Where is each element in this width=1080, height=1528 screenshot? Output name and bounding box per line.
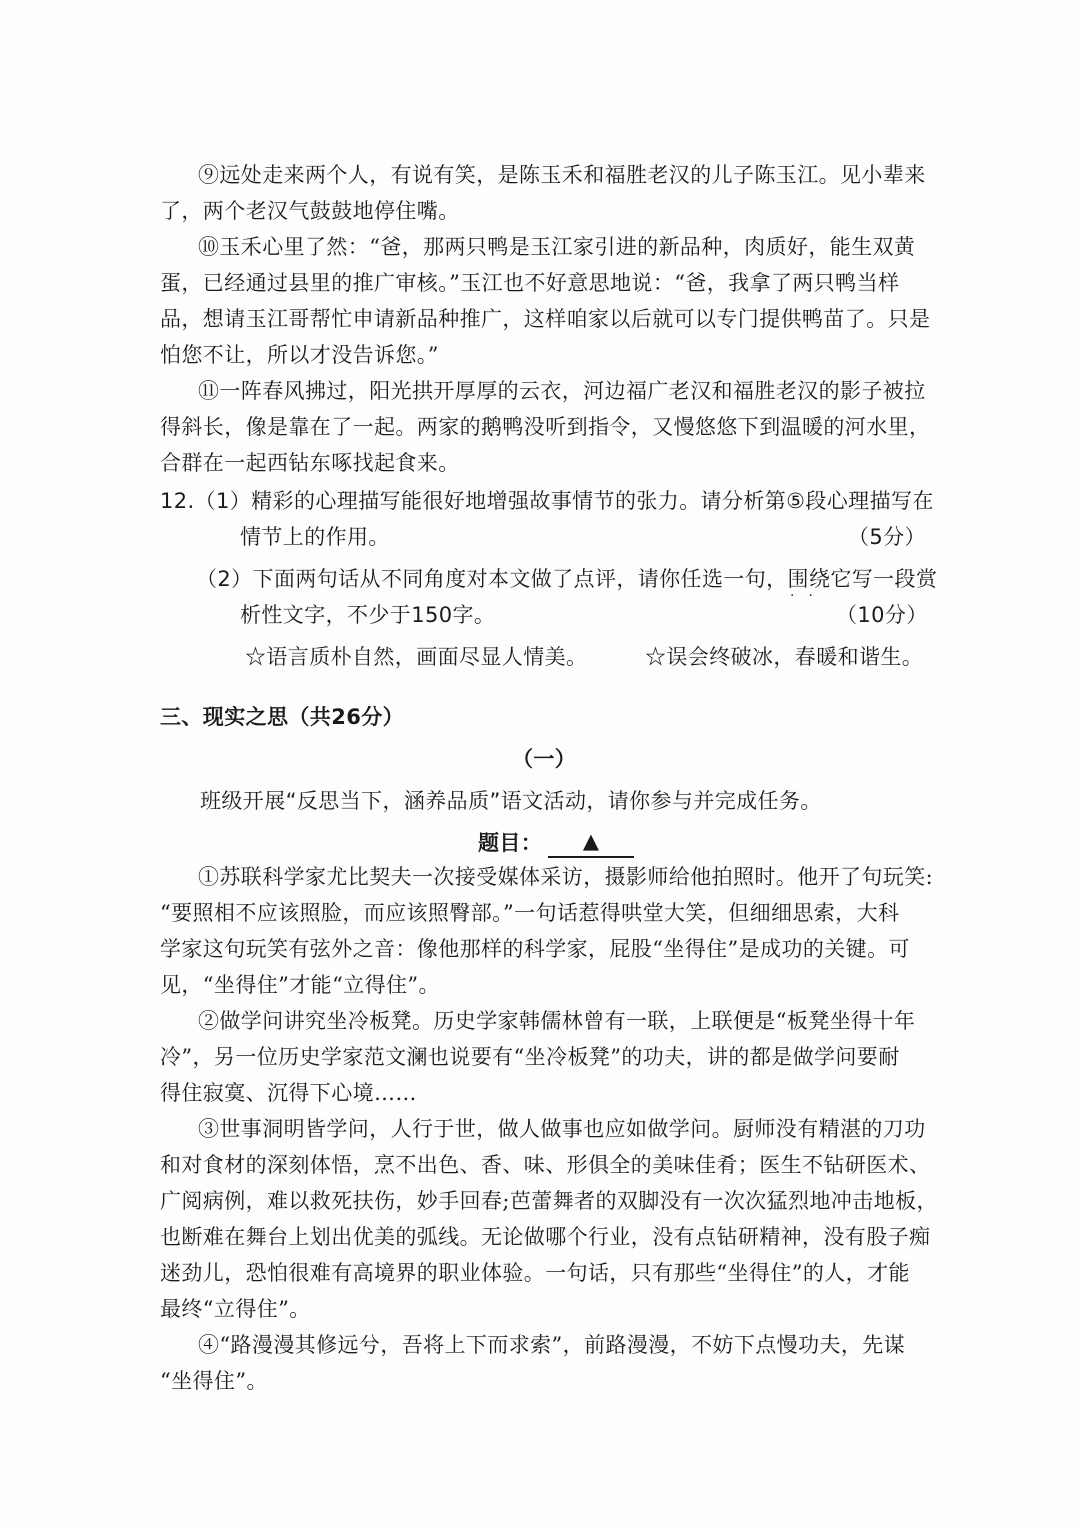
essay-p4-line2: “坐得住”。 — [160, 1369, 268, 1393]
q12-option-a: ☆语言质朴自然，画面尽显人情美。 — [245, 645, 588, 669]
q12-part2-line2: 析性文字，不少于150字。 — [240, 603, 496, 627]
essay-p1-line2: “要照相不应该照脸，而应该照臀部。”一句话惹得哄堂大笑，但细细思索，大科 — [160, 901, 900, 925]
story-p9-line2: 了，两个老汉气鼓鼓地停住嘴。 — [160, 199, 460, 223]
essay-p2-line2: 冷”，另一位历史学家范文澜也说要有“坐冷板凳”的功夫，讲的都是做学问要耐 — [160, 1045, 900, 1069]
essay-p4-line1: ④“路漫漫其修远兮，吾将上下而求索”，前路漫漫，不妨下点慢功夫，先谋 — [198, 1333, 906, 1357]
section3-heading: 三、现实之思（共26分） — [160, 705, 405, 729]
essay-p3-line1: ③世事洞明皆学问，人行于世，做人做事也应如做学问。厨师没有精湛的刀功 — [198, 1117, 926, 1141]
essay-p3-line2: 和对食材的深刻体悟，烹不出色、香、味、形俱全的美味佳肴；医生不钻研医术、 — [160, 1153, 931, 1177]
essay-p3-line5: 迷劲儿，恐怕很难有高境界的职业体验。一句话，只有那些“坐得住”的人，才能 — [160, 1261, 910, 1285]
story-p11-line3: 合群在一起西钻东啄找起食来。 — [160, 451, 460, 475]
story-p10-line3: 品，想请玉江哥帮忙申请新品种推广，这样咱家以后就可以专门提供鸭苗了。只是 — [160, 307, 931, 331]
essay-p1-line4: 见，“坐得住”才能“立得住”。 — [160, 973, 440, 997]
essay-title-row — [478, 828, 634, 860]
essay-p3-line6: 最终“立得住”。 — [160, 1297, 311, 1321]
emphasis-dots: ·· — [790, 588, 827, 604]
section3-intro: 班级开展“反思当下，涵养品质”语文活动，请你参与并完成任务。 — [200, 789, 822, 813]
section3-subheading: （一） — [512, 747, 577, 771]
essay-p2-line3: 得住寂寞、沉得下心境…… — [160, 1081, 417, 1105]
q12-part2-score: （10分） — [836, 603, 928, 627]
essay-p1-line1: ①苏联科学家尤比契夫一次接受媒体采访，摄影师给他拍照时。他开了句玩笑: — [198, 865, 934, 889]
q12-part1-score: （5分） — [848, 525, 926, 549]
essay-title-label: 题目： — [478, 831, 543, 855]
q12-part1-line2: 情节上的作用。 — [240, 525, 390, 549]
q12-option-b: ☆误会终破冰，春暖和谐生。 — [645, 645, 924, 669]
story-p10-line4: 怕您不让，所以才没告诉您。” — [160, 343, 439, 367]
story-p11-line2: 得斜长，像是靠在了一起。两家的鹅鸭没听到指令，又慢悠悠下到温暖的河水里， — [160, 415, 931, 439]
essay-p2-line1: ②做学问讲究坐冷板凳。历史学家韩儒林曾有一联，上联便是“板凳坐得十年 — [198, 1009, 916, 1033]
q12-part2-line1: （2）下面两句话从不同角度对本文做了点评，请你任选一句，围绕它写一段赏 — [196, 567, 938, 591]
essay-p1-line3: 学家这句玩笑有弦外之音：像他那样的科学家，屁股“坐得住”是成功的关键。可 — [160, 937, 910, 961]
story-p11-line1: ⑪一阵春风拂过，阳光拱开厚厚的云衣，河边福广老汉和福胜老汉的影子被拉 — [198, 379, 926, 403]
essay-title-blank: ▲ — [548, 826, 634, 858]
essay-p3-line3: 广阅病例，难以救死扶伤，妙手回春;芭蕾舞者的双脚没有一次次猛烈地冲击地板， — [160, 1189, 938, 1213]
story-p9-line1: ⑨远处走来两个人，有说有笑，是陈玉禾和福胜老汉的儿子陈玉江。见小辈来 — [198, 163, 926, 187]
q12-part1-line1: 12.（1）精彩的心理描写能很好地增强故事情节的张力。请分析第⑤段心理描写在 — [160, 489, 934, 513]
story-p10-line2: 蛋，已经通过县里的推广审核。”玉江也不好意思地说：“爸，我拿了两只鸭当样 — [160, 271, 900, 295]
story-p10-line1: ⑩玉禾心里了然：“爸，那两只鸭是玉江家引进的新品种，肉质好，能生双黄 — [198, 235, 916, 259]
essay-p3-line4: 也断难在舞台上划出优美的弧线。无论做哪个行业，没有点钻研精神，没有股子痴 — [160, 1225, 931, 1249]
